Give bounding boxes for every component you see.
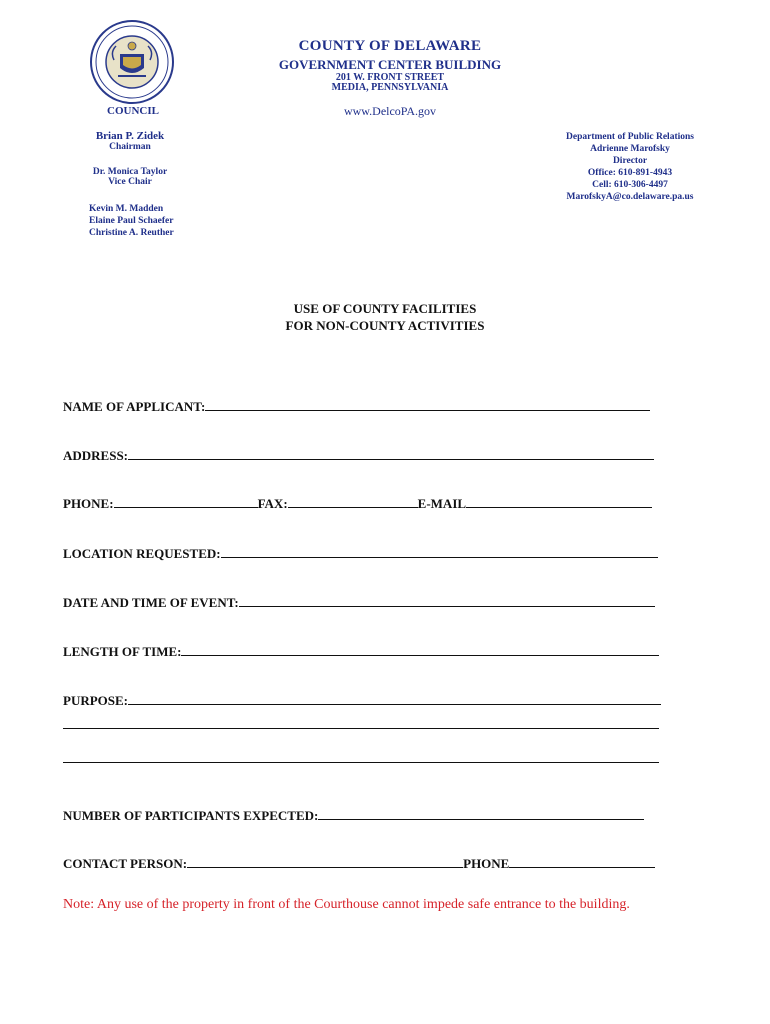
county-seal-icon bbox=[90, 20, 174, 104]
contact-person-label: CONTACT PERSON: bbox=[63, 856, 188, 871]
email-input-line[interactable] bbox=[466, 495, 652, 508]
council-member: Elaine Paul Schaefer bbox=[89, 216, 174, 226]
purpose-continuation-line[interactable] bbox=[63, 762, 659, 763]
courthouse-note: Note: Any use of the property in front of the Courthouse cannot impede safe entrance to the building. bbox=[63, 897, 630, 912]
form-title-line2: FOR NON-COUNTY ACTIVITIES bbox=[285, 318, 485, 333]
phone-input-line[interactable] bbox=[114, 495, 258, 508]
participants-input-line[interactable] bbox=[318, 807, 644, 820]
contact-phone-label: PHONE bbox=[463, 856, 510, 871]
purpose-continuation-line[interactable] bbox=[63, 728, 659, 729]
event-date-input-line[interactable] bbox=[239, 594, 655, 607]
pr-contact-block bbox=[540, 131, 720, 203]
council-member: Kevin M. Madden bbox=[89, 204, 164, 214]
building-name: GOVERNMENT CENTER BUILDING bbox=[278, 57, 502, 72]
street-address: 201 W. FRONT STREET bbox=[335, 72, 445, 83]
city-state: MEDIA, PENNSYLVANIA bbox=[331, 82, 449, 93]
vice-chair-name: Dr. Monica Taylor bbox=[92, 167, 168, 177]
purpose-label: PURPOSE: bbox=[63, 693, 128, 708]
participants-label: NUMBER OF PARTICIPANTS EXPECTED: bbox=[63, 808, 319, 823]
address-input-line[interactable] bbox=[128, 447, 654, 460]
office-phone: Office: 610-891-4943 bbox=[587, 168, 673, 178]
chair-name: Brian P. Zidek bbox=[95, 130, 165, 142]
fax-input-line[interactable] bbox=[288, 495, 418, 508]
purpose-input-line[interactable] bbox=[128, 692, 661, 705]
council-label: COUNCIL bbox=[107, 105, 159, 117]
contact-person-input-line[interactable] bbox=[187, 855, 463, 868]
council-members bbox=[89, 203, 174, 239]
contact-email[interactable]: MarofskyA@co.delaware.pa.us bbox=[566, 192, 694, 202]
vice-chair-title: Vice Chair bbox=[108, 177, 152, 187]
contact-name: Adrienne Marofsky bbox=[590, 144, 670, 154]
fax-label: FAX: bbox=[257, 496, 288, 511]
location-input-line[interactable] bbox=[221, 545, 658, 558]
length-label: LENGTH OF TIME: bbox=[63, 644, 182, 659]
applicant-label: NAME OF APPLICANT: bbox=[63, 399, 206, 414]
department-name: Department of Public Relations bbox=[566, 132, 694, 142]
chair-title: Chairman bbox=[109, 142, 151, 152]
cell-phone: Cell: 610-306-4497 bbox=[592, 180, 668, 190]
council-member: Christine A. Reuther bbox=[89, 228, 174, 238]
contact-title: Director bbox=[612, 156, 648, 166]
location-label: LOCATION REQUESTED: bbox=[63, 546, 221, 561]
form-title bbox=[0, 300, 770, 334]
email-label: E-MAIL bbox=[417, 496, 467, 511]
website-link[interactable]: www.DelcoPA.gov bbox=[343, 104, 437, 118]
applicant-input-line[interactable] bbox=[205, 398, 650, 411]
contact-phone-input-line[interactable] bbox=[509, 855, 655, 868]
address-label: ADDRESS: bbox=[63, 448, 129, 463]
event-date-label: DATE AND TIME OF EVENT: bbox=[63, 595, 239, 610]
form-title-line1: USE OF COUNTY FACILITIES bbox=[293, 301, 477, 316]
county-title: COUNTY OF DELAWARE bbox=[298, 38, 482, 54]
length-input-line[interactable] bbox=[181, 643, 659, 656]
phone-label: PHONE: bbox=[63, 496, 114, 511]
